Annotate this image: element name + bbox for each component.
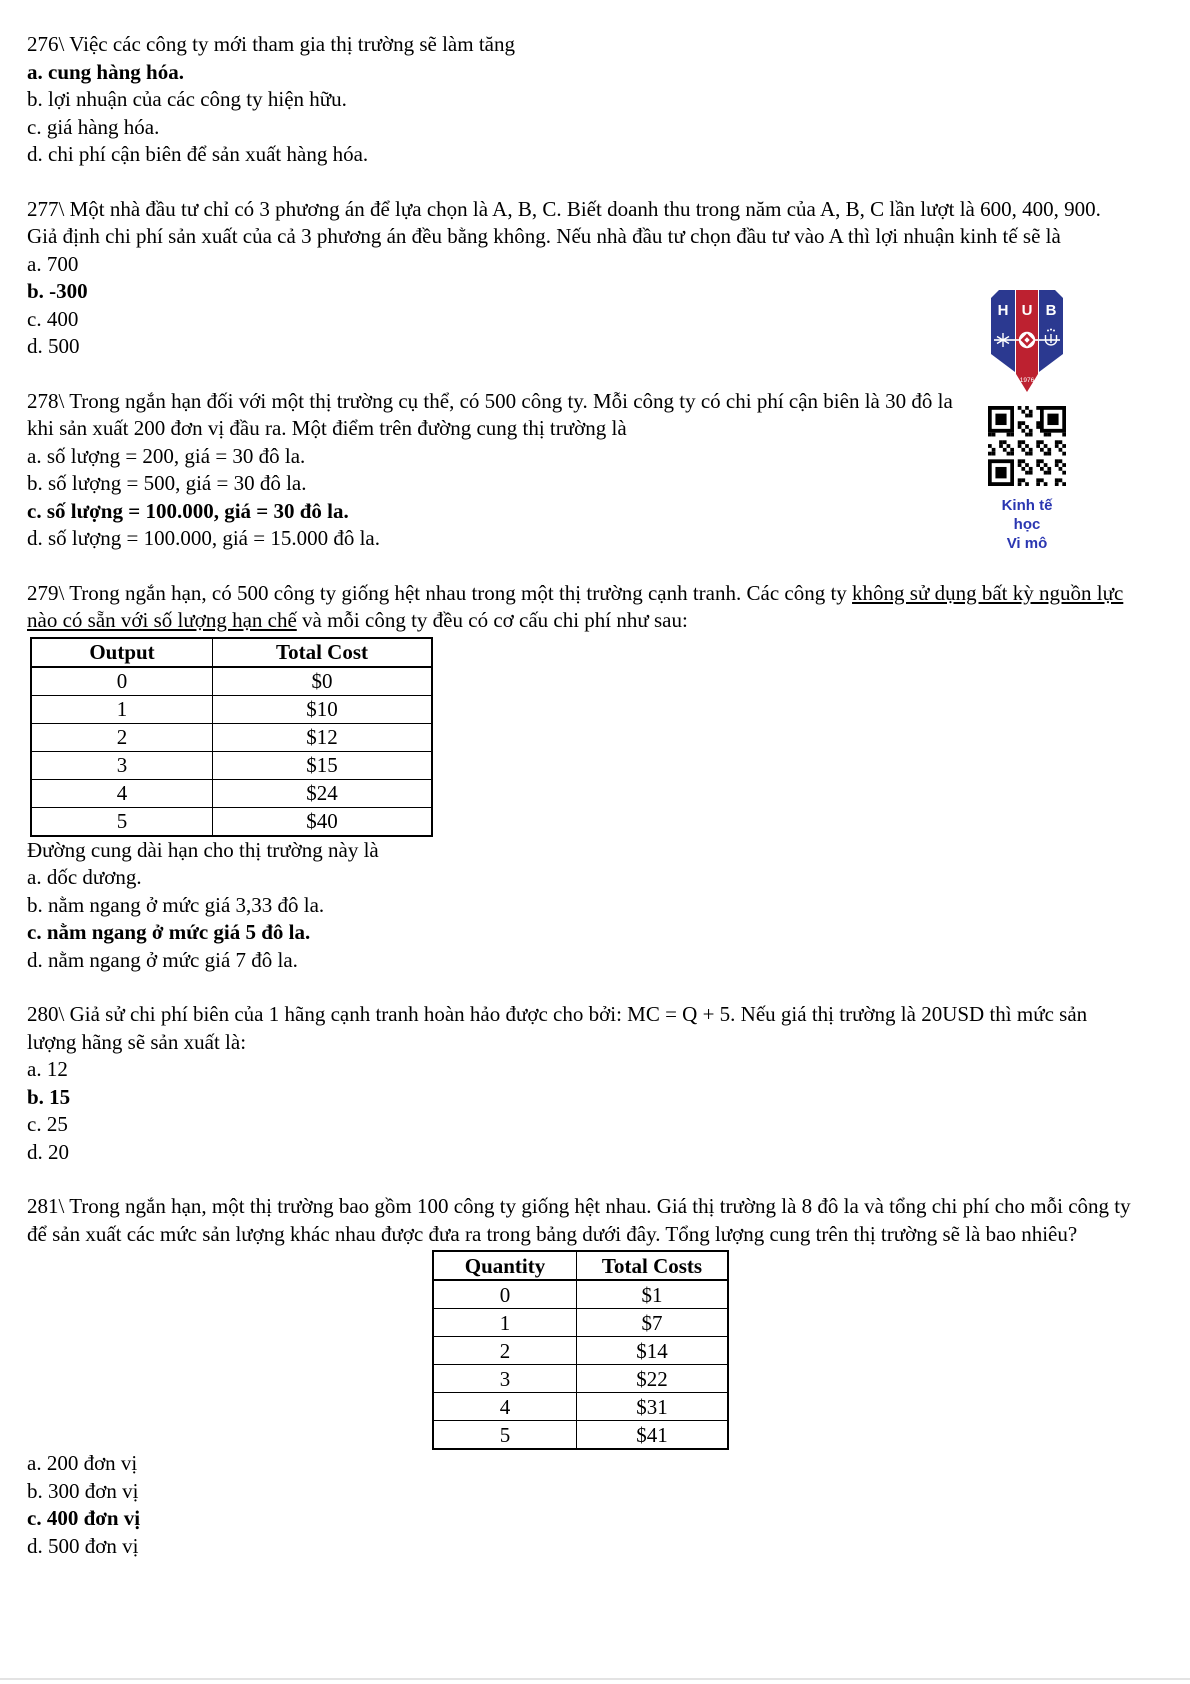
table-cell: 0 <box>31 667 213 696</box>
table-cell: $12 <box>213 723 433 751</box>
question-279-stem <box>27 580 1135 635</box>
answer-option-b: b. số lượng = 500, giá = 30 đô la. <box>27 471 307 495</box>
table-row <box>31 723 432 751</box>
answer-option-c: c. 25 <box>27 1112 68 1136</box>
table-cell: $14 <box>577 1337 729 1365</box>
answer-option-a: a. 200 đơn vị <box>27 1451 138 1475</box>
table-cell: 1 <box>31 695 213 723</box>
answer-option-d: d. 500 đơn vị <box>27 1533 139 1558</box>
answer-option-c: c. số lượng = 100.000, giá = 30 đô la. <box>27 498 349 523</box>
question-280 <box>27 1001 1135 1166</box>
logo-letter-u: U <box>1021 302 1033 319</box>
table-row <box>31 751 432 779</box>
table-row <box>433 1393 728 1421</box>
qr-caption <box>988 496 1066 553</box>
table-cell: 2 <box>433 1337 577 1365</box>
table-row <box>31 779 432 807</box>
table-cell: 3 <box>433 1365 577 1393</box>
table-cell: 5 <box>31 807 213 836</box>
table-cell: $0 <box>213 667 433 696</box>
question-277-stem: 277\ Một nhà đầu tư chỉ có 3 phương án để lựa chọn là A, B, C. Biết doanh thu trong năm của A, B, C lần lượt là 600, 400, 900. Giả định chi phí sản xuất của cả 3 phương án đều bằng không. Nếu nhà đầu tư chọn đầu tư vào A thì lợi nhuận kinh tế sẽ là <box>27 196 1101 248</box>
text-segment: 279\ Trong ngắn hạn, có 500 công ty giống hệt nhau trong một thị trường cạnh tranh. Các công ty <box>27 580 853 605</box>
table-row <box>31 667 432 696</box>
table-cell: $40 <box>213 807 433 836</box>
logo-letter-b: B <box>1045 302 1057 319</box>
table-row <box>433 1365 728 1393</box>
logo-year: 1976 <box>1019 377 1035 384</box>
cost-table-279 <box>30 637 433 837</box>
table-cell: 0 <box>433 1280 577 1309</box>
question-279 <box>27 580 1135 975</box>
question-279-post-table-text: Đường cung dài hạn cho thị trường này là <box>27 837 379 862</box>
table-header-cell: Total Cost <box>213 638 433 667</box>
answer-option-c: c. 400 <box>27 306 79 331</box>
table-row <box>433 1309 728 1337</box>
question-281 <box>27 1193 1135 1560</box>
table-cell: $10 <box>213 695 433 723</box>
table-cell: $7 <box>577 1309 729 1337</box>
qr-code <box>988 406 1066 486</box>
table-cell: 4 <box>31 779 213 807</box>
answer-option-d: d. 500 <box>27 334 80 358</box>
table-header-cell: Quantity <box>433 1251 577 1280</box>
question-280-stem: 280\ Giả sử chi phí biên của 1 hãng cạnh tranh hoàn hảo được cho bởi: MC = Q + 5. Nếu giá thị trường là 20USD thì mức sản lượng hãng sẽ sản xuất là: <box>27 1002 1088 1054</box>
table-cell: $1 <box>577 1280 729 1309</box>
text-segment: và mỗi công ty đều có cơ cấu chi phí như sau: <box>296 608 688 632</box>
table-row <box>433 1337 728 1365</box>
answer-option-a: a. cung hàng hóa. <box>27 59 184 84</box>
table-cell: 3 <box>31 751 213 779</box>
table-cell: 5 <box>433 1421 577 1450</box>
question-276-stem: 276\ Việc các công ty mới tham gia thị trường sẽ làm tăng <box>27 32 515 56</box>
table-row <box>31 695 432 723</box>
table-cell: 4 <box>433 1393 577 1421</box>
logo-letter-h: H <box>997 302 1009 319</box>
qr-caption-line2: Vi mô <box>1006 535 1048 552</box>
answer-option-a: a. 700 <box>27 251 79 276</box>
page-bottom-divider <box>0 1678 1190 1680</box>
question-278 <box>27 388 1135 553</box>
table-row <box>433 1421 728 1450</box>
hub-logo <box>989 288 1065 394</box>
answer-option-d: d. 20 <box>27 1139 69 1164</box>
answer-option-b: b. lợi nhuận của các công ty hiện hữu. <box>27 87 347 111</box>
side-figure <box>988 288 1066 553</box>
table-header-cell: Total Costs <box>577 1251 729 1280</box>
answer-option-b: b. 15 <box>27 1084 71 1109</box>
table-cell: $31 <box>577 1393 729 1421</box>
table-cell: $24 <box>213 779 433 807</box>
table-cell: $22 <box>577 1365 729 1393</box>
table-cell: 2 <box>31 723 213 751</box>
answer-option-c: c. 400 đơn vị <box>27 1506 141 1530</box>
table-cell: $41 <box>577 1421 729 1450</box>
question-278-stem: 278\ Trong ngắn hạn đối với một thị trường cụ thể, có 500 công ty. Mỗi công ty có chi phí cận biên là 30 đô la khi sản xuất 200 đơn vị đầu ra. Một điểm trên đường cung thị trường là <box>27 388 953 440</box>
question-277 <box>27 196 1135 361</box>
answer-option-d: d. số lượng = 100.000, giá = 15.000 đô la. <box>27 526 380 550</box>
answer-option-d: d. chi phí cận biên để sản xuất hàng hóa. <box>27 142 369 166</box>
answer-option-a: a. dốc dương. <box>27 865 142 889</box>
answer-option-c: c. nằm ngang ở mức giá 5 đô la. <box>27 920 311 944</box>
qr-caption-line1: Kinh tế học <box>1001 497 1053 533</box>
question-281-stem: 281\ Trong ngắn hạn, một thị trường bao gồm 100 công ty giống hệt nhau. Giá thị trường là 8 đô la và tổng chi phí cho mỗi công ty để sản xuất các mức sản lượng khác nhau được đưa ra trong bảng dưới đây. Tổng lượng cung trên thị trường sẽ là bao nhiêu? <box>27 1194 1131 1246</box>
answer-option-a: a. số lượng = 200, giá = 30 đô la. <box>27 443 306 468</box>
answer-option-b: b. 300 đơn vị <box>27 1478 139 1503</box>
table-row <box>433 1280 728 1309</box>
answer-option-d: d. nằm ngang ở mức giá 7 đô la. <box>27 947 298 972</box>
cost-table-281 <box>432 1250 729 1450</box>
answer-option-b: b. -300 <box>27 279 88 303</box>
question-276 <box>27 31 1135 169</box>
table-row <box>31 807 432 836</box>
answer-option-a: a. 12 <box>27 1057 68 1081</box>
answer-option-b: b. nằm ngang ở mức giá 3,33 đô la. <box>27 892 325 917</box>
answer-option-c: c. giá hàng hóa. <box>27 114 160 139</box>
text-segment: không sử dụng bất kỳ nguồn lực nào có sẵn với số lượng hạn chế <box>27 580 1124 632</box>
table-cell: 1 <box>433 1309 577 1337</box>
table-header-cell: Output <box>31 638 213 667</box>
table-cell: $15 <box>213 751 433 779</box>
